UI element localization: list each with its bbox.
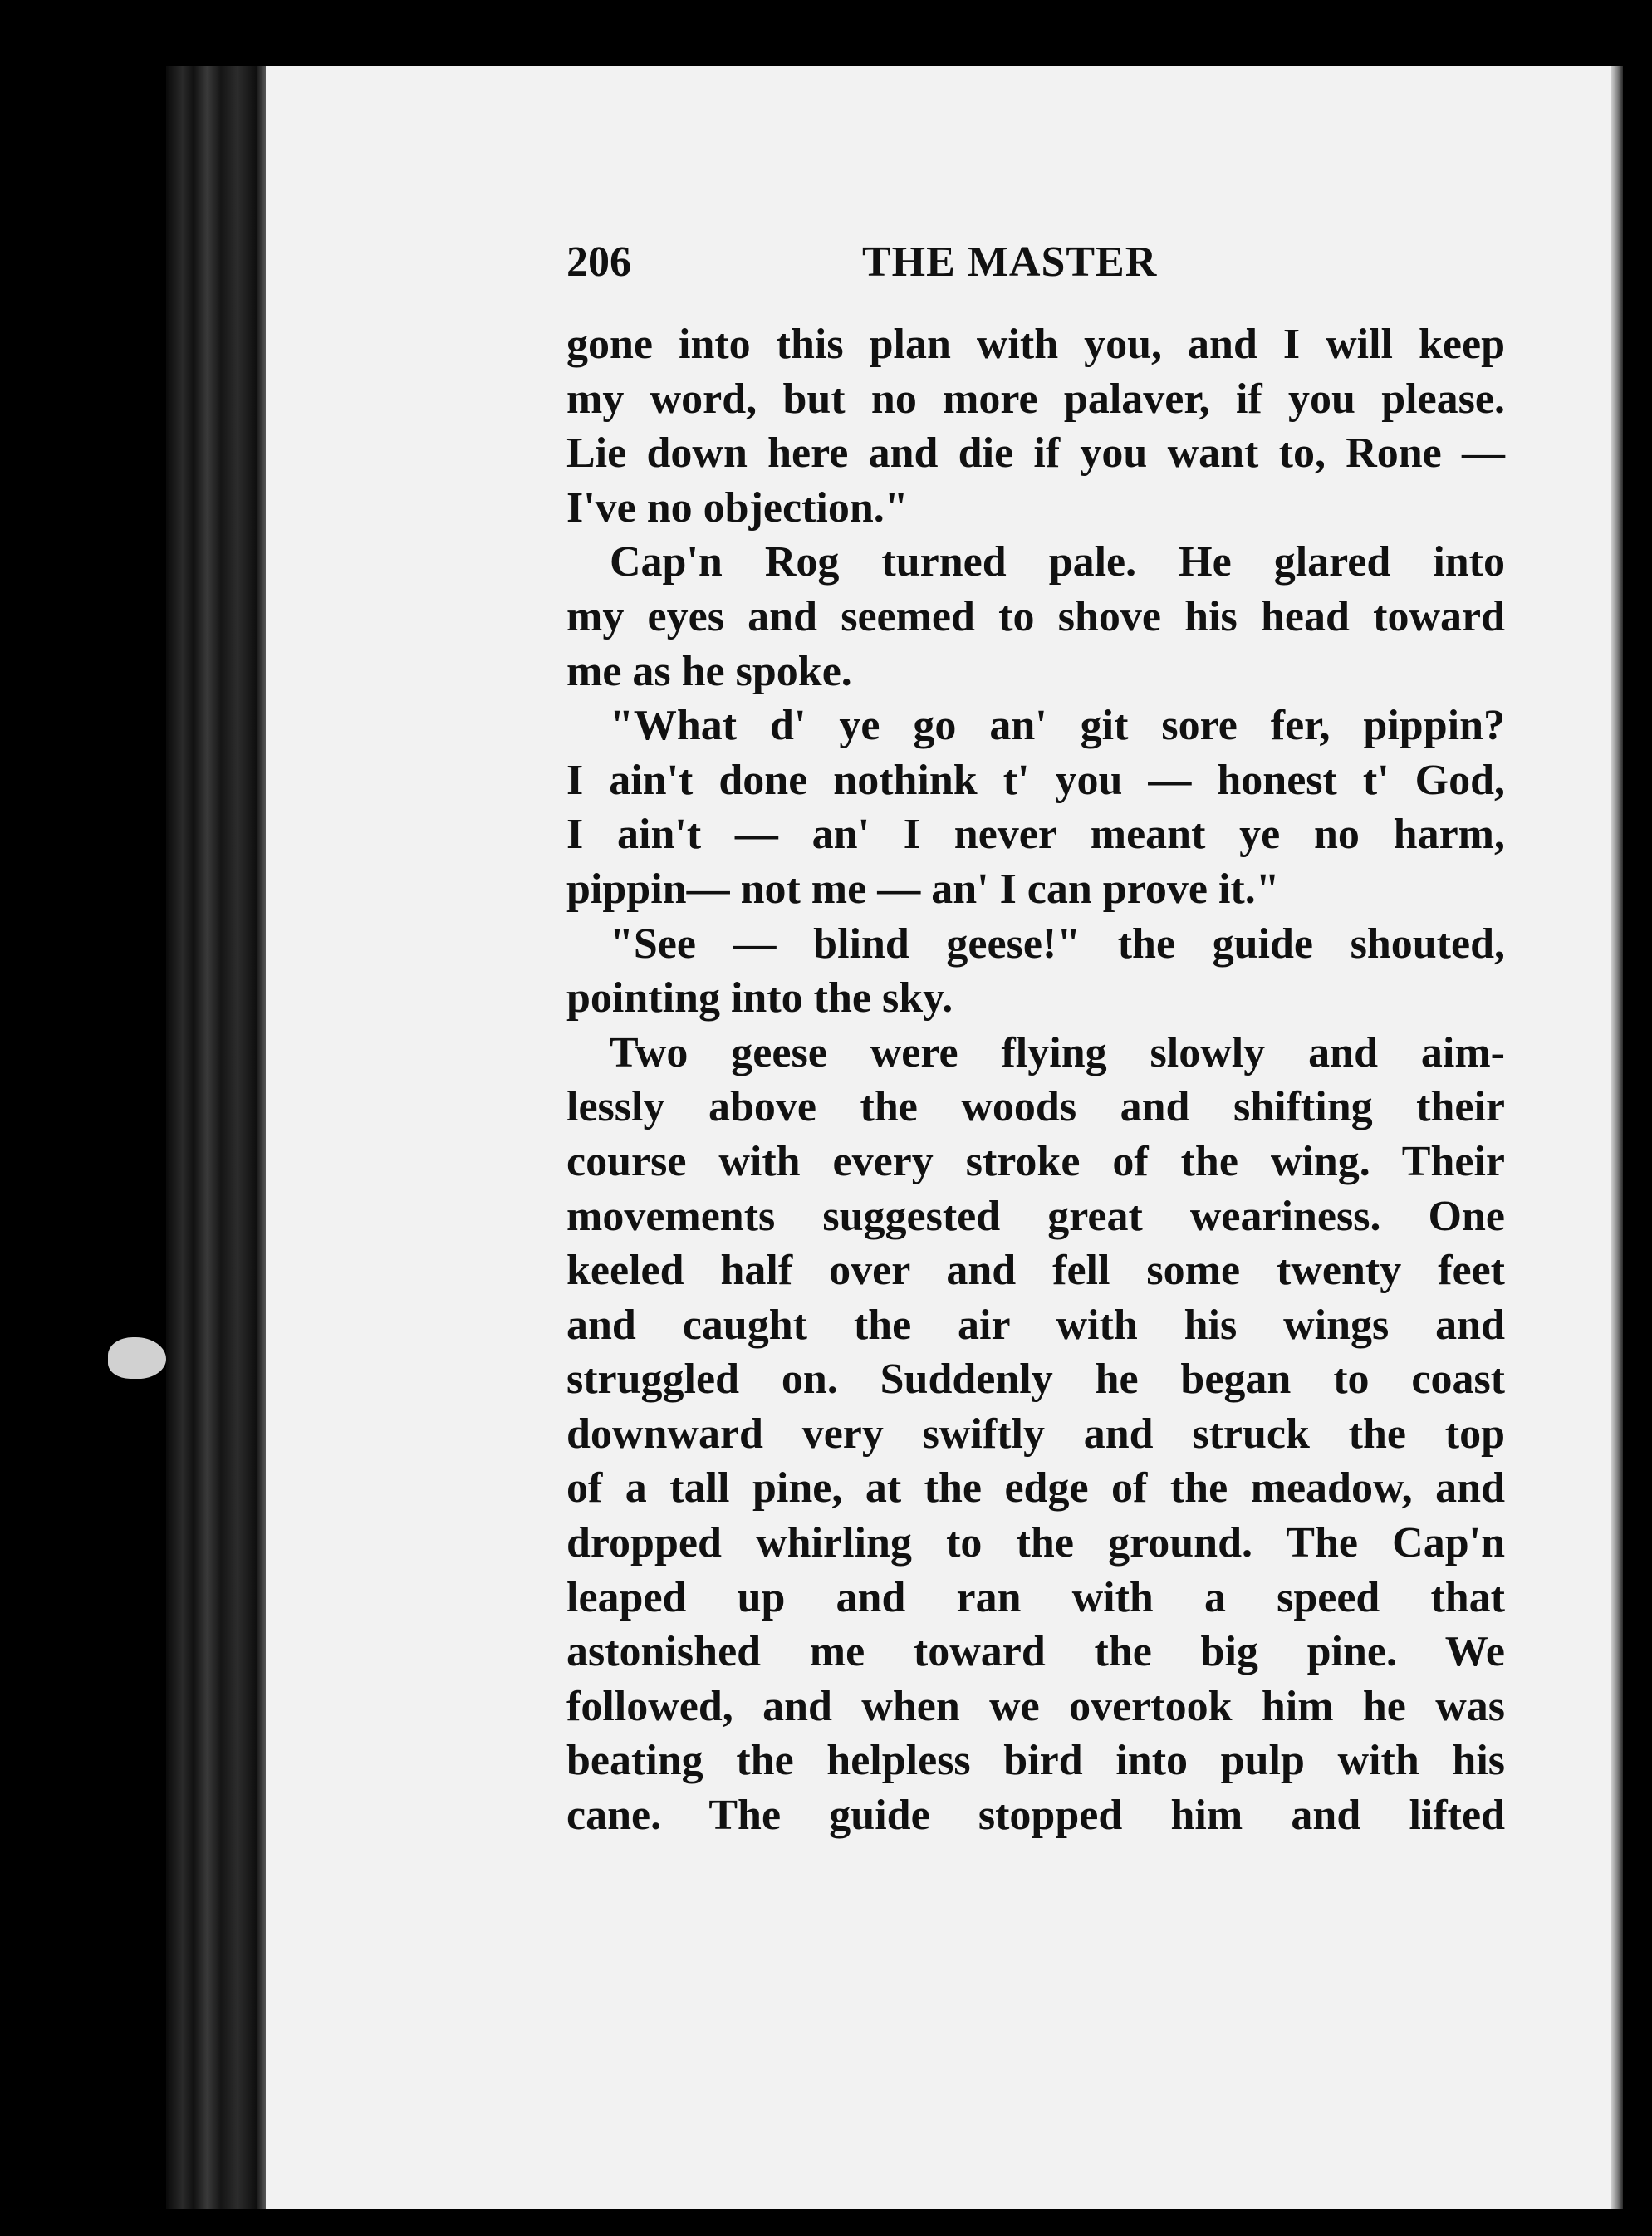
text-line: cane. The guide stopped him and lifted: [566, 1792, 1505, 1840]
running-header: [566, 238, 1522, 287]
text-line: keeled half over and fell some twenty feet: [566, 1247, 1505, 1295]
text-line: I ain't — an' I never meant ye no harm,: [566, 811, 1505, 859]
page-right-edge: [1611, 66, 1623, 2209]
text-line: movements suggested great weariness. One: [566, 1192, 1505, 1240]
text-line: Lie down here and die if you want to, Rone —: [566, 429, 1505, 478]
text-line: my word, but no more palaver, if you please.: [566, 375, 1505, 423]
text-line: followed, and when we overtook him he was: [566, 1682, 1505, 1730]
text-line: struggled on. Suddenly he began to coast: [566, 1356, 1505, 1404]
text-line: course with every stroke of the wing. Their: [566, 1137, 1505, 1185]
text-line: pointing into the sky.: [566, 974, 953, 1022]
text-line: lessly above the woods and shifting their: [566, 1083, 1505, 1131]
paper-blemish: [108, 1337, 166, 1379]
text-line: dropped whirling to the ground. The Cap'n: [566, 1519, 1505, 1567]
text-line: I've no objection.": [566, 483, 909, 532]
text-line: pippin— not me — an' I can prove it.": [566, 865, 1280, 913]
text-line: "See — blind geese!" the guide shouted,: [610, 919, 1505, 968]
page-number: 206: [566, 238, 631, 286]
text-line: of a tall pine, at the edge of the meadow, and: [566, 1464, 1505, 1513]
text-line: my eyes and seemed to shove his head toward: [566, 592, 1505, 640]
text-line: astonished me toward the big pine. We: [566, 1628, 1505, 1676]
text-line: and caught the air with his wings and: [566, 1301, 1505, 1349]
book-binding: [166, 66, 257, 2209]
text-line: beating the helpless bird into pulp with his: [566, 1737, 1505, 1785]
text-line: I ain't done nothink t' you — honest t' God,: [566, 756, 1505, 804]
text-line: Two geese were flying slowly and aim-: [610, 1028, 1505, 1076]
text-line: leaped up and ran with a speed that: [566, 1573, 1505, 1621]
running-title: THE MASTER: [862, 238, 1158, 286]
body-text: [566, 317, 1505, 1843]
text-line: "What d' ye go an' git sore fer, pippin?: [610, 702, 1505, 750]
text-line: me as he spoke.: [566, 647, 852, 695]
text-line: gone into this plan with you, and I will keep: [566, 321, 1505, 368]
text-line: Cap'n Rog turned pale. He glared into: [610, 538, 1505, 586]
text-line: downward very swiftly and struck the top: [566, 1410, 1505, 1458]
